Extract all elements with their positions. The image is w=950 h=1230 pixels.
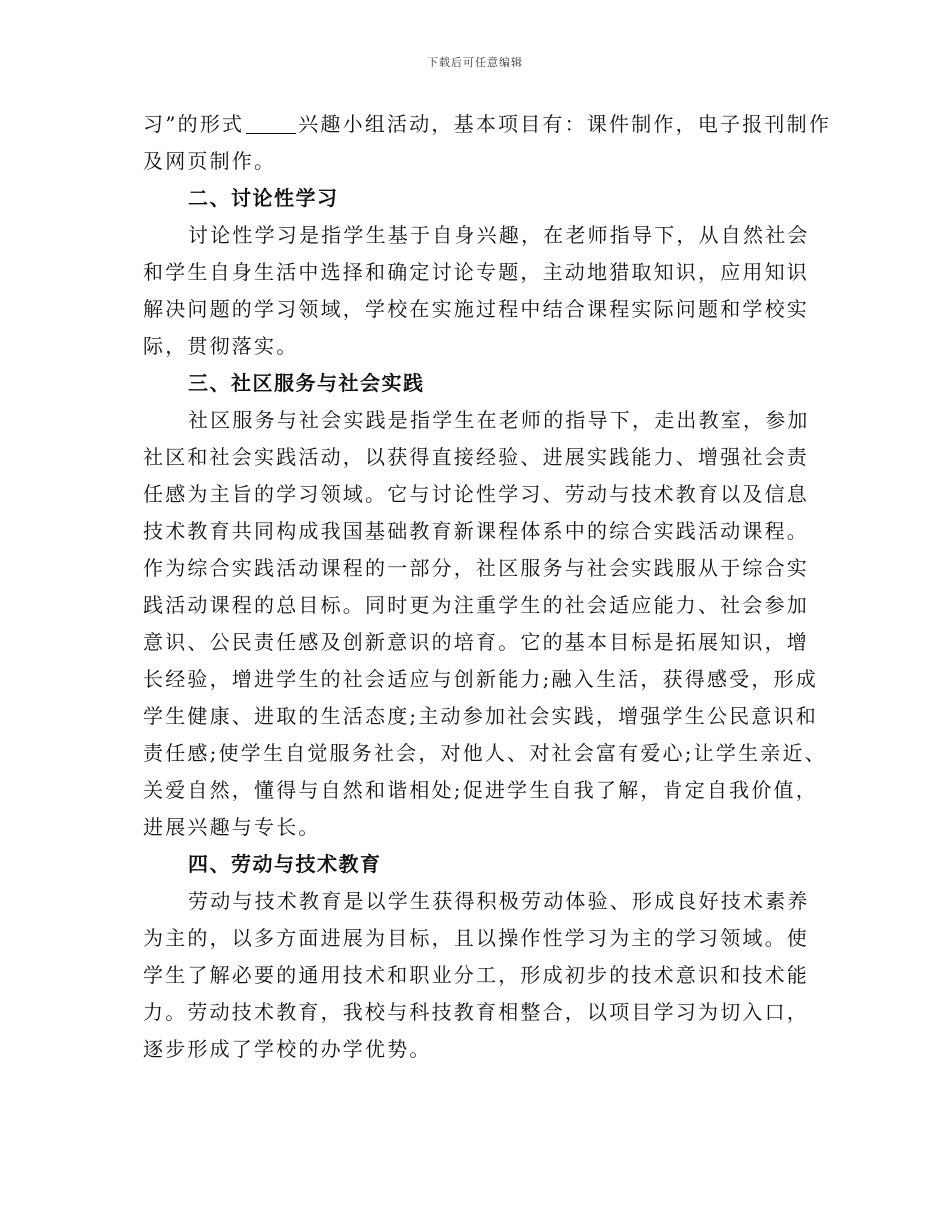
paragraph-line: 力。劳动技术教育，我校与科技教育相整合，以项目学习为切入口， xyxy=(143,1000,809,1024)
paragraph-line: 关爱自然，懂得与自然和谐相处;促进学生自我了解，肯定自我价值， xyxy=(143,778,818,802)
paragraph-line: 践活动课程的总目标。同时更为注重学生的社会适应能力、社会参加 xyxy=(143,593,809,617)
paragraph-line: 和学生自身生活中选择和确定讨论专题，主动地猎取知识，应用知识 xyxy=(143,260,809,284)
paragraph-line: 进展兴趣与专长。 xyxy=(143,815,321,839)
page-header: 下载后可任意编辑 xyxy=(427,56,523,69)
paragraph-line: 意识、公民责任感及创新意识的培育。它的基本目标是拓展知识，增 xyxy=(143,630,809,654)
paragraph-line xyxy=(143,106,833,143)
section-heading: 二、讨论性学习 xyxy=(188,186,339,210)
fill-in-blank xyxy=(246,113,296,134)
paragraph-line: 学生了解必要的通用技术和职业分工，形成初步的技术意识和技术能 xyxy=(143,963,809,987)
paragraph-line: 责任感;使学生自觉服务社会，对他人、对社会富有爱心;让学生亲近、 xyxy=(143,741,827,765)
paragraph-line: 任感为主旨的学习领域。它与讨论性学习、劳动与技术教育以及信息 xyxy=(143,482,809,506)
section-heading: 三、社区服务与社会实践 xyxy=(188,371,425,395)
paragraph-line: 社区服务与社会实践是指学生在老师的指导下，走出教室，参加 xyxy=(188,408,810,432)
paragraph-line: 技术教育共同构成我国基础教育新课程体系中的综合实践活动课程。 xyxy=(143,519,809,543)
paragraph-line: 际，贯彻落实。 xyxy=(143,334,299,358)
paragraph-line: 作为综合实践活动课程的一部分，社区服务与社会实践服从于综合实 xyxy=(143,556,809,580)
paragraph-line: 解决问题的学习领域，学校在实施过程中结合课程实际问题和学校实 xyxy=(143,297,809,321)
paragraph-line: 讨论性学习是指学生基于自身兴趣，在老师指导下，从自然社会 xyxy=(188,223,810,247)
section-heading: 四、劳动与技术教育 xyxy=(188,852,382,876)
paragraph-line: 劳动与技术教育是以学生获得积极劳动体验、形成良好技术素养 xyxy=(188,889,810,913)
paragraph-line: 学生健康、进取的生活态度;主动参加社会实践，增强学生公民意识和 xyxy=(143,704,818,728)
paragraph-line: 长经验，增进学生的社会适应与创新能力;融入生活，获得感受，形成 xyxy=(143,667,818,691)
paragraph-line: 社区和社会实践活动，以获得直接经验、进展实践能力、增强社会责 xyxy=(143,445,809,469)
text-fragment: 兴趣小组活动，基本项目有：课件制作，电子报刊制作 xyxy=(298,112,832,136)
text-fragment: 习”的形式 xyxy=(143,112,245,136)
paragraph-line: 为主的，以多方面进展为目标，且以操作性学习为主的学习领域。使 xyxy=(143,926,809,950)
paragraph-line: 及网页制作。 xyxy=(143,149,277,173)
document-body xyxy=(143,106,833,1068)
paragraph-line: 逐步形成了学校的办学优势。 xyxy=(143,1037,432,1061)
